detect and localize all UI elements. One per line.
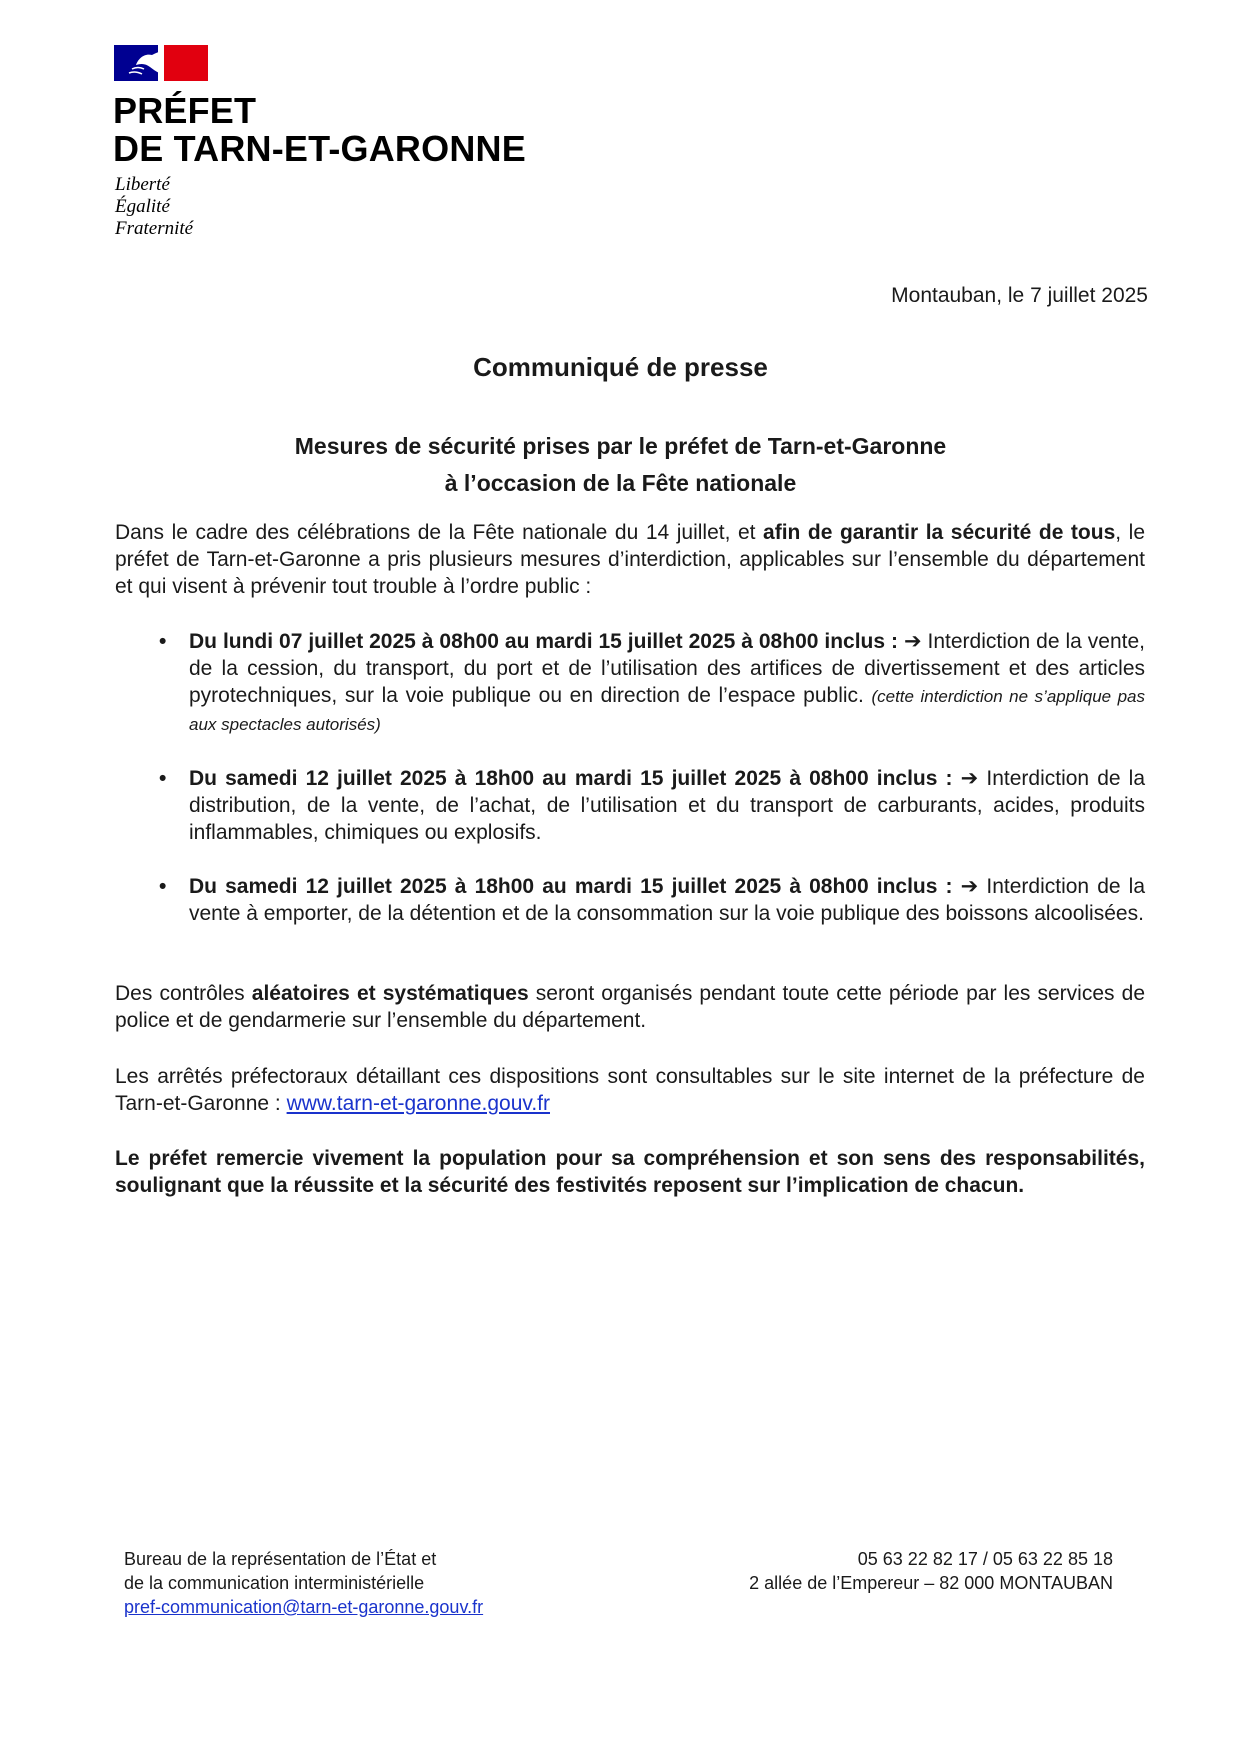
- document-subtitle: [0, 428, 1241, 502]
- list-item: [155, 765, 1145, 846]
- measure-period: Du lundi 07 juillet 2025 à 08h00 au mardi 15 juillet 2025 à 08h00 inclus :: [189, 630, 898, 653]
- controls-bold: aléatoires et systématiques: [251, 982, 529, 1005]
- intro-paragraph: [115, 519, 1145, 600]
- footer-service-line2: de la communication interministérielle: [124, 1573, 425, 1593]
- bullet-icon: •: [159, 875, 167, 898]
- arretes-paragraph: [115, 1063, 1145, 1117]
- document-date: Montauban, le 7 juillet 2025: [891, 284, 1148, 307]
- marianne-logo-icon: [114, 45, 208, 81]
- prefecture-name: [113, 92, 573, 168]
- arrow-right-icon: ➔: [903, 630, 922, 653]
- arrow-right-icon: ➔: [960, 875, 979, 898]
- measure-period: Du samedi 12 juillet 2025 à 18h00 au mardi 15 juillet 2025 à 08h00 inclus :: [189, 875, 953, 898]
- footer-phone: 05 63 22 82 17 / 05 63 22 85 18: [857, 1549, 1113, 1569]
- motto-egalite: Égalité: [115, 196, 170, 217]
- controls-paragraph: [115, 980, 1145, 1034]
- motto-fraternite: Fraternité: [115, 218, 194, 239]
- footer-contact-details: [749, 1547, 1113, 1595]
- intro-text-1: Dans le cadre des célébrations de la Fête nationale du 14 juillet, et: [115, 521, 764, 544]
- arretes-text: Les arrêtés préfectoraux détaillant ces dispositions sont consultables sur le site internet de la préfecture de Tarn-et-Garonne :: [115, 1065, 1145, 1115]
- bullet-icon: •: [159, 630, 167, 653]
- subtitle-line1: Mesures de sécurité prises par le préfet de Tarn-et-Garonne: [294, 433, 947, 459]
- footer-address: 2 allée de l’Empereur – 82 000 MONTAUBAN: [749, 1573, 1113, 1593]
- prefecture-website-link[interactable]: www.tarn-et-garonne.gouv.fr: [286, 1092, 550, 1115]
- intro-text-2: , le préfet de Tarn-et-Garonne a pris plusieurs mesures d’interdiction, applicables sur l’ensemble du département et qui visent à prévenir tout trouble à l’ordre public :: [115, 521, 1145, 598]
- republic-motto: [115, 174, 193, 240]
- list-item: [155, 628, 1145, 738]
- motto-liberte: Liberté: [115, 174, 170, 195]
- thanks-paragraph: Le préfet remercie vivement la population pour sa compréhension et son sens des responsabilités, soulignant que la réussite et la sécurité des festivités reposent sur l’implication de chacun.: [115, 1147, 1145, 1197]
- list-item: [155, 873, 1145, 927]
- measure-note: (cette interdiction ne s’applique pas aux spectacles autorisés): [189, 687, 1146, 734]
- page-title: Communiqué de presse: [473, 352, 768, 382]
- bullet-icon: •: [159, 767, 167, 790]
- measure-text: Interdiction de la distribution, de la vente, de l’achat, de l’utilisation et du transport de carburants, acides, produits inflammables, chimiques ou explosifs.: [189, 767, 1145, 844]
- footer-contact-service: [124, 1547, 483, 1619]
- footer-service-line1: Bureau de la représentation de l’État et: [124, 1549, 437, 1569]
- measure-text: Interdiction de la vente à emporter, de la détention et de la consommation sur la voie publique des boissons alcoolisées.: [189, 875, 1145, 925]
- measure-text: Interdiction de la vente, de la cession, du transport, du port et de l’utilisation des artifices de divertissement et des articles pyrotechniques, sur la voie publique ou en direction de l’espace public.: [189, 630, 1145, 707]
- measure-period: Du samedi 12 juillet 2025 à 18h00 au mardi 15 juillet 2025 à 08h00 inclus :: [189, 767, 953, 790]
- measures-list: [155, 628, 1145, 954]
- prefecture-name-line1: PRÉFET: [113, 90, 257, 131]
- prefecture-name-line2: DE TARN-ET-GARONNE: [113, 128, 526, 169]
- controls-text-2: seront organisés pendant toute cette période par les services de police et de gendarmerie sur l’ensemble du département.: [115, 982, 1145, 1032]
- arrow-right-icon: ➔: [960, 767, 979, 790]
- intro-bold: afin de garantir la sécurité de tous: [763, 521, 1116, 544]
- controls-text-1: Des contrôles: [115, 982, 252, 1005]
- footer-email-link[interactable]: pref-communication@tarn-et-garonne.gouv.fr: [124, 1597, 484, 1617]
- subtitle-line2: à l’occasion de la Fête nationale: [444, 470, 797, 496]
